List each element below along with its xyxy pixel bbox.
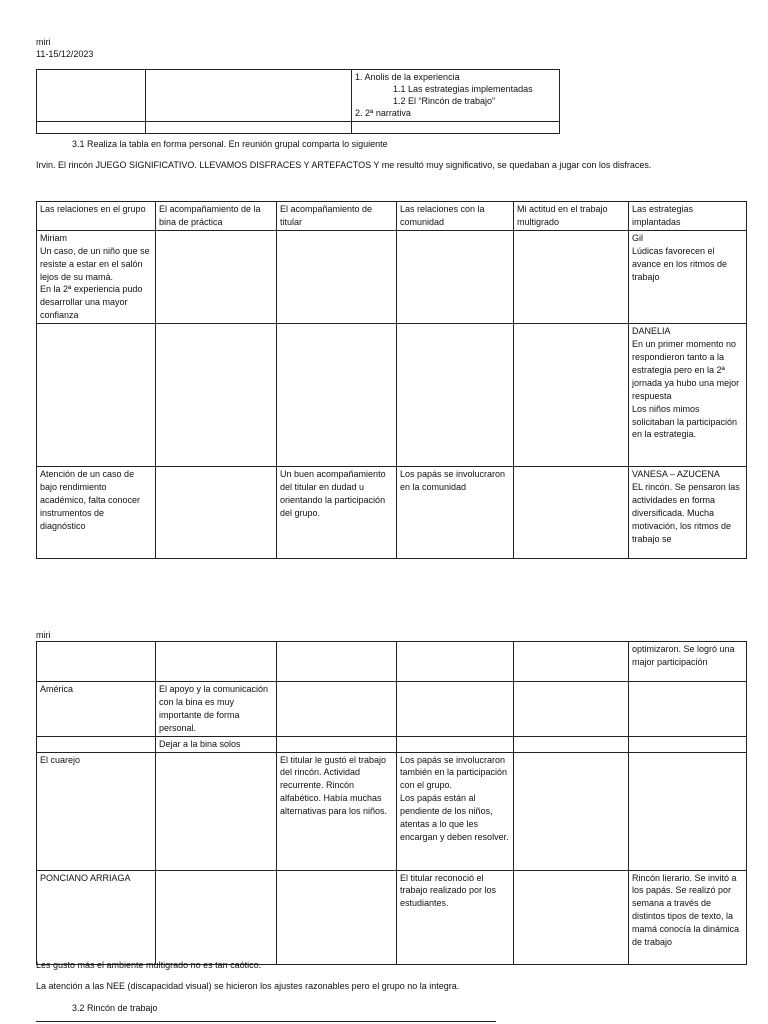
table-cell (156, 752, 277, 870)
table-cell (514, 736, 629, 752)
table-row (37, 324, 747, 467)
reflection-table-continued (36, 641, 747, 965)
header-row (37, 202, 747, 231)
table-cell: VANESA – AZUCENA EL rincón. Se pensaron las actividades en forma diversificada. Mucha motivación, los ritmos de trabajo se (629, 467, 747, 559)
table-cell: El apoyo y la comunicación con la bina es muy importante de forma personal. (156, 682, 277, 737)
table-cell (397, 230, 514, 323)
instruction-text: 3.1 Realiza la tabla en forma personal. En reunión grupal comparta lo siguiente (72, 139, 388, 149)
table-cell (277, 642, 397, 682)
table-cell (156, 324, 277, 467)
table-cell (629, 682, 747, 737)
table-row (37, 736, 747, 752)
table-cell: Un buen acompañamiento del titular en dudad u orientando la participación del grupo. (277, 467, 397, 559)
table-cell: Los papás se involucraron también en la participación con el grupo. Los papás están al pendiente de los niños, atentas a lo que les encargan y deben resolver. (397, 752, 514, 870)
table-cell (397, 736, 514, 752)
table-cell: Miriam Un caso, de un niño que se resiste a estar en el salón lejos de su mamá. En la 2ª experiencia pudo desarrollar una mayor confianza (37, 230, 156, 323)
table-cell (629, 752, 747, 870)
table-cell: Atención de un caso de bajo rendimiento académico, falta conocer instrumentos de diagnóstico (37, 467, 156, 559)
outline-list (352, 70, 560, 122)
reflection-table (36, 201, 747, 559)
note-nee: La atención a las NEE (discapacidad visual) se hicieron los ajustes razonables pero el grupo no la integra. (36, 981, 460, 991)
divider-line (36, 1021, 496, 1022)
table-cell (277, 870, 397, 964)
table-cell: optimizaron. Se logró una major participación (629, 642, 747, 682)
outline-cell-empty-5 (352, 122, 560, 134)
table-cell: El titular reconoció el trabajo realizado por los estudiantes. (397, 870, 514, 964)
table-cell: América (37, 682, 156, 737)
header-cell: Mi actitud en el trabajo multigrado (514, 202, 629, 231)
outline-cell-empty-3 (37, 122, 146, 134)
outline-cell-empty-2 (146, 70, 352, 122)
outline-item: 1.2 El “Rincón de trabajo” (393, 96, 496, 106)
table-cell (514, 870, 629, 964)
table-cell (277, 736, 397, 752)
date-range: 11-15/12/2023 (36, 49, 94, 59)
table-cell: El titular le gustó el trabajo del rincón. Actividad recurrente. Rincón alfabético. Había muchas alternativas para los niños. (277, 752, 397, 870)
table-cell (156, 467, 277, 559)
author-name-page2: miri (36, 630, 51, 640)
outline-table (36, 69, 560, 134)
table-cell (397, 682, 514, 737)
table-row (37, 467, 747, 559)
table-cell: Rincón lierario. Se invitó a los papás. Se realizó por semana a través de distintos tipos de texto, la mamá conocía la dinámica de trabajo (629, 870, 747, 964)
table-cell (277, 230, 397, 323)
table-cell (397, 324, 514, 467)
table-cell (277, 682, 397, 737)
header-cell: Las estrategias implantadas (629, 202, 747, 231)
table-cell: Los papás se involucraron en la comunidad (397, 467, 514, 559)
table-cell (514, 467, 629, 559)
table-cell (397, 642, 514, 682)
table-cell (629, 736, 747, 752)
author-name: miri (36, 37, 51, 47)
section-heading: 3.2 Rincón de trabajo (72, 1003, 158, 1013)
table-row (37, 752, 747, 870)
header-cell: Las relaciones en el grupo (37, 202, 156, 231)
header-cell: El acompañamiento de titular (277, 202, 397, 231)
header-cell: El acompañamiento de la bina de práctica (156, 202, 277, 231)
table-cell (514, 752, 629, 870)
table-cell: DANELIA En un primer momento no respondieron tanto a la estrategia pero en la 2ª jornada ya hubo una mejor respuesta Los niños mimos solicitaban la participación en la estrategia. (629, 324, 747, 467)
outline-item: 1.1 Las estrategias implementadas (393, 84, 533, 94)
table-cell: Gil Lúdicas favorecen el avance en los ritmos de trabajo (629, 230, 747, 323)
table-cell (156, 230, 277, 323)
table-row (37, 230, 747, 323)
table-cell: Dejar a la bina solos (156, 736, 277, 752)
irvin-note: Irvin. El rincón JUEGO SIGNIFICATIVO. LLEVAMOS DISFRACES Y ARTEFACTOS Y me resultó muy significativo, se quedaban a jugar con los disfraces. (36, 160, 652, 170)
outline-item: 2. 2ª narrativa (355, 108, 411, 118)
table-cell (514, 642, 629, 682)
header-cell: Las relaciones con la comunidad (397, 202, 514, 231)
table-cell (156, 642, 277, 682)
table-cell (514, 682, 629, 737)
table-cell: El cuarejo (37, 752, 156, 870)
outline-cell-empty-4 (146, 122, 352, 134)
table-row (37, 682, 747, 737)
table-cell (514, 230, 629, 323)
table-cell (37, 642, 156, 682)
note-multigrado: Les gusto más el ambiente multigrado no es tan caótico. (36, 960, 262, 970)
table-cell: PONCIANO ARRIAGA (37, 870, 156, 964)
outline-cell-empty-1 (37, 70, 146, 122)
table-row (37, 642, 747, 682)
table-cell (156, 870, 277, 964)
outline-item: 1. Anolis de la experiencia (355, 72, 460, 82)
table-cell (37, 324, 156, 467)
table-row (37, 870, 747, 964)
table-cell (37, 736, 156, 752)
table-cell (514, 324, 629, 467)
table-cell (277, 324, 397, 467)
